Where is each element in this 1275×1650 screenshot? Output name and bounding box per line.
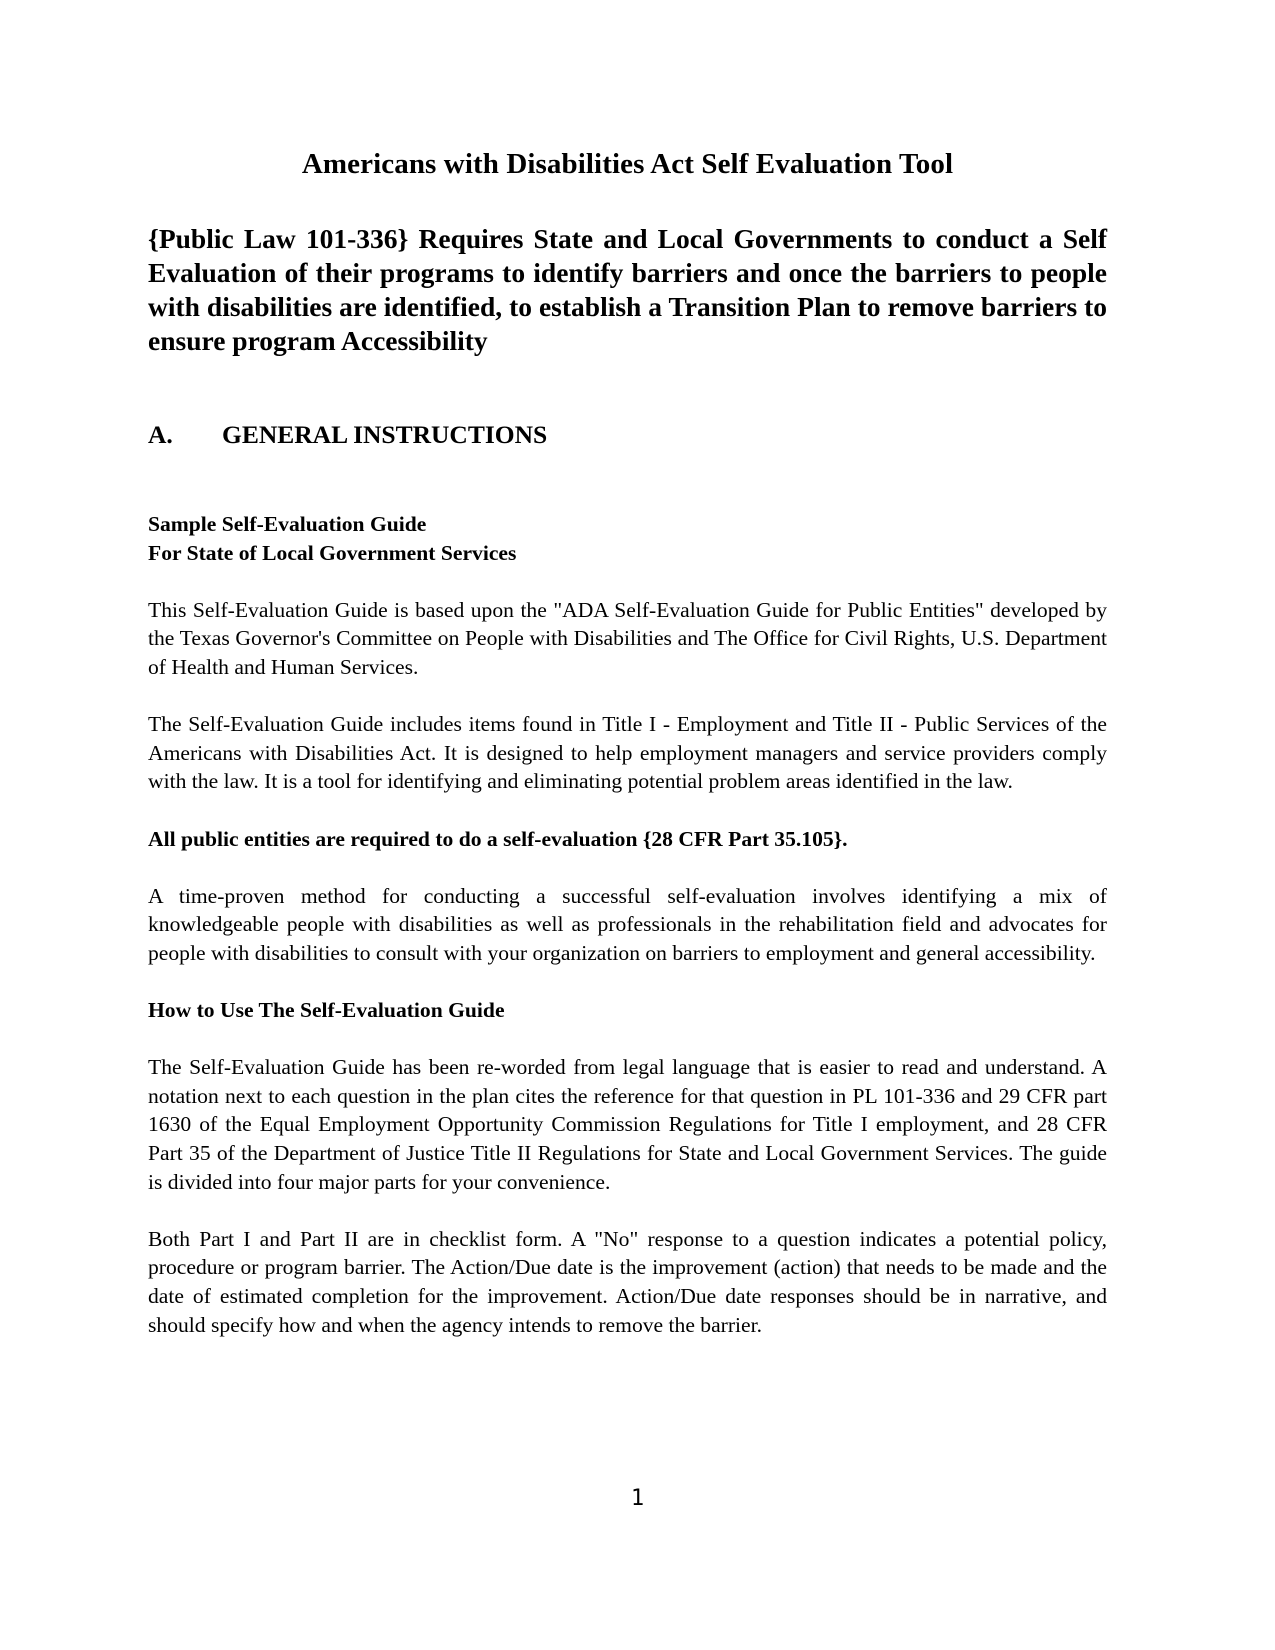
requirement-statement: All public entities are required to do a self-evaluation {28 CFR Part 35.105}. <box>148 826 848 851</box>
section-number: A. <box>148 420 173 449</box>
how-to-heading: How to Use The Self-Evaluation Guide <box>148 998 505 1023</box>
paragraph-how-to-2: Both Part I and Part II are in checklist form. A "No" response to a question indicates a potential policy, procedure or program barrier. The Action/Due date is the improvement (action) that needs to be made and the date of estimated completion for the improvement. Action/Due date responses should be in narrative, and should specify how and when the agency intends to remove the barrier. <box>148 1226 1107 1337</box>
paragraph-how-to-1: The Self-Evaluation Guide has been re-worded from legal language that is easier to read and understand. A notation next to each question in the plan cites the reference for that question in PL 101-336 and 29 CFR part 1630 of the Equal Employment Opportunity Commission Regulations for Title I employment, and 28 CFR Part 35 of the Department of Justice Title II Regulations for State and Local Government Services. The guide is divided into four major parts for your convenience. <box>148 1055 1107 1194</box>
spacer <box>148 567 1107 596</box>
section-heading <box>148 420 547 450</box>
guide-heading-line-1: Sample Self-Evaluation Guide <box>148 512 427 536</box>
paragraph-method: A time-proven method for conducting a successful self-evaluation involves identifying a mix of knowledgeable people with disabilities as well as professionals in the rehabilitation field and advocates for people with disabilities to consult with your organization on barriers to employment and general accessibility. <box>148 883 1107 965</box>
guide-heading-line-2: For State of Local Government Services <box>148 540 517 565</box>
paragraph-scope: The Self-Evaluation Guide includes items found in Title I - Employment and Title II - Public Services of the Americans with Disabilities Act. It is designed to help employment managers and service providers comply with the law. It is a tool for identifying and eliminating potential problem areas identified in the law. <box>148 712 1107 794</box>
body-content <box>148 510 1107 1368</box>
section-title: GENERAL INSTRUCTIONS <box>222 420 548 449</box>
document-title: Americans with Disabilities Act Self Evaluation Tool <box>301 148 954 180</box>
paragraph-source: This Self-Evaluation Guide is based upon the "ADA Self-Evaluation Guide for Public Entities" developed by the Texas Governor's Committee on People with Disabilities and The Office for Civil Rights, U.S. Department of Health and Human Services. <box>148 597 1107 679</box>
page-number: 1 <box>630 1486 645 1511</box>
lead-statement: {Public Law 101-336} Requires State and Local Governments to conduct a Self Evaluation of their programs to identify barriers and once the barriers to people with disabilities are identified, to establish a Transition Plan to remove barriers to ensure program Accessibility <box>148 223 1107 356</box>
